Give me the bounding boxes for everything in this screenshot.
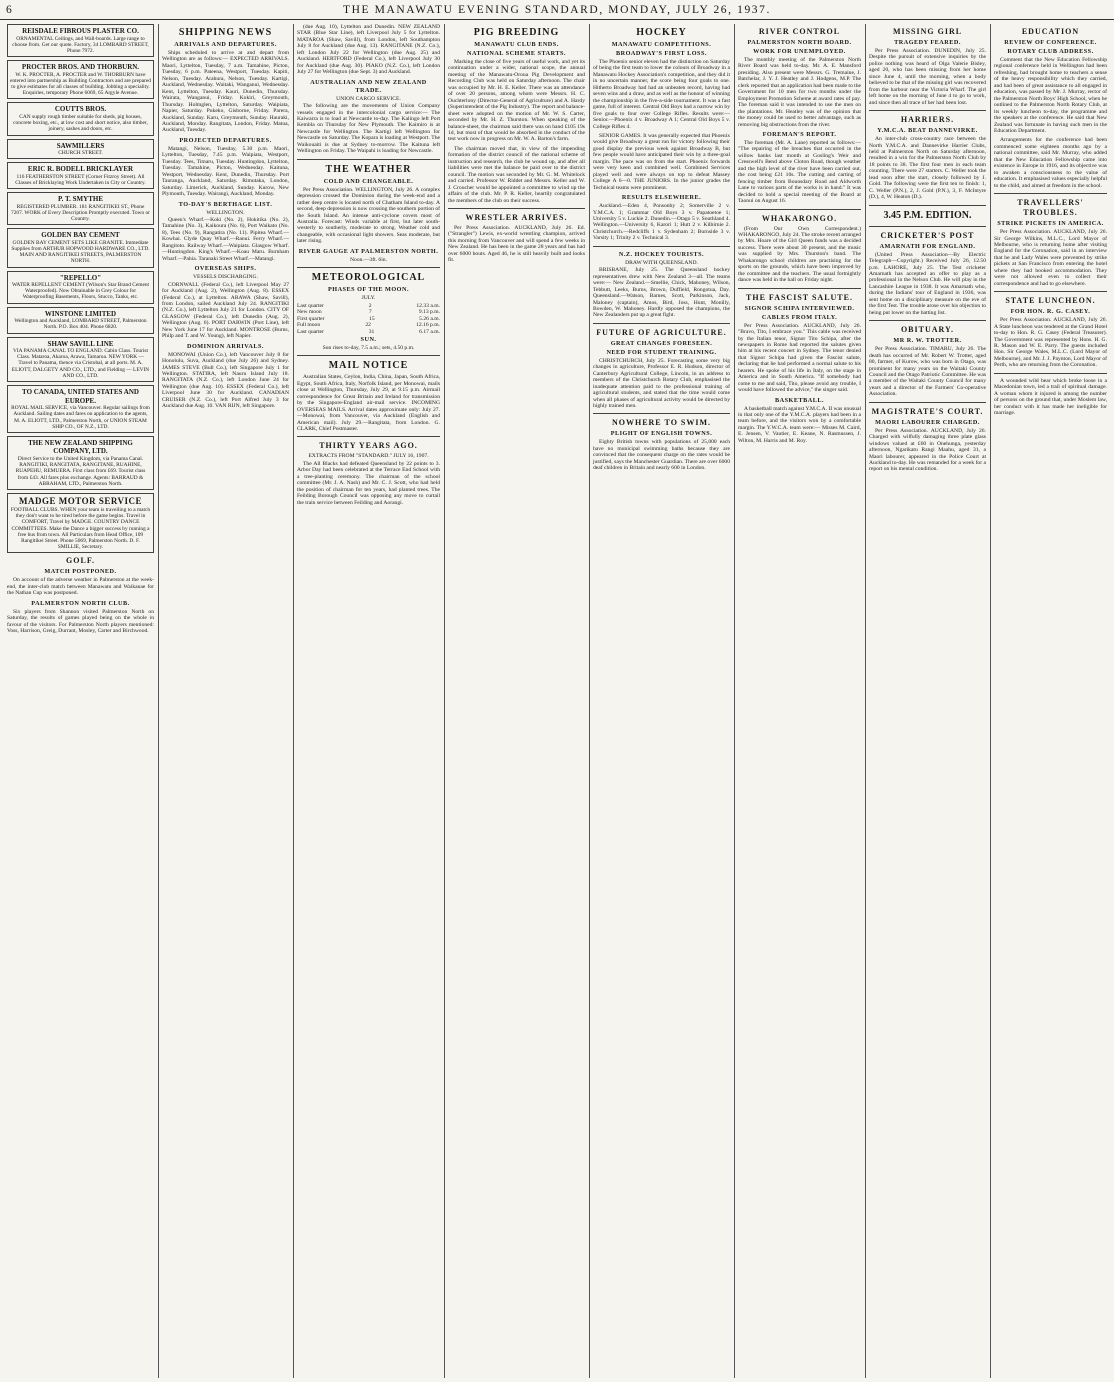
harriers-subhead: Y.M.C.A. BEAT DANNEVIRKE. bbox=[877, 127, 978, 135]
moon-date: 2 bbox=[368, 302, 372, 309]
shipping-continued: (due Aug. 10), Lyttelton and Dunedin. NEW ZEALAND STAR (Blue Star Line), left Liverpool July 5 for Lyttelton. MATAROA (Shaw, Savill), from London, left Southampton July 8 for Auckland (due Aug. 13). RANGITANE (N.Z. Co.), left London July 22 for Wellington (due Aug. 25) and Auckland. HERTFORD (Federal Co.), left Liverpool July 30 for Auckland (due Aug. 30). PIAKO (N.Z. Co.), left London July 27 for Wellington (due Sept. 3) and Auckland. bbox=[297, 24, 440, 76]
weather-subhead: COLD AND CHANGEABLE. bbox=[323, 177, 414, 185]
classified-ad-body: Direct Service to the United Kingdom, via Panama Canal. RANGITIKI, RANGITATA, RANGITANE, RUAHINE, RUAPEHU, REMUERA. First class from £69. Tourist class from £43. All fares plus exchange. Agents: BARRAUD & ABRAHAM, LTD., Palmerston North. bbox=[15, 455, 146, 487]
agriculture-subhead: GREAT CHANGES FORESEEN. bbox=[610, 339, 713, 347]
classified-ad-body: GOLDEN BAY CEMENT SETS LIKE GRANITE. Immediate Supplies from ARTHUR HOPWOOD HARDWARE CO., LTD. MAIN AND RANGITIKEI STREETS, PALMERSTON NORTH. bbox=[11, 239, 150, 265]
moon-date: 15 bbox=[369, 315, 375, 322]
classified-ad-head: COUTTS BROS. bbox=[54, 105, 107, 114]
luncheon-article: Per Press Association. AUCKLAND, July 26. A State luncheon was tendered at the Grand Hotel to-day to Hon. R. G. Casey (Federal Treasurer). The Government was represented by Hons. H. G. R. Mason and W. E. Parry. The guests included Hon. Sir George Wales, M.L.C. (Lord Mayor of Melbourne), and Mr. J. J. Paynton, Lord Mayor of Perth, who are returning from the Coronation. bbox=[994, 317, 1107, 369]
missing-headline: MISSING GIRL bbox=[892, 27, 963, 36]
weather-article: Per Press Association. WELLINGTON, July 26. A complex depression crossed the Dominion during the week-end and a rather deep centre is located north of Chatham Island to-day. A second, deep depression is now crossing the southern portion of the South Island. An intense anti-cyclone covers most of Australia. Forecast: Winds variable at first, but later south-westerly to southerly, moderate to strong. Weather cold and changeable, with occasional light showers. Seas moderate, but later rising. bbox=[297, 186, 440, 245]
travellers-article: Per Press Association. AUCKLAND, July 26. Sir George Wilkins, M.L.C., Lord Mayor of Melbourne, who is returning home after visiting England for the Coronation, said in an interview that he and Lady Wales were prevented by strike pickets at San Francisco from entering the hotel where they had booked accommodation. They were not allowed even to collect their correspondence and had to go elsewhere. bbox=[994, 229, 1107, 287]
classified-ad bbox=[7, 24, 154, 57]
golf-subhead: MATCH POSTPONED. bbox=[44, 568, 117, 576]
hockey-headline: HOCKEY bbox=[636, 27, 687, 38]
classified-ad bbox=[7, 337, 154, 383]
foreman-subhead: FOREMAN'S REPORT. bbox=[762, 130, 837, 138]
moon-subhead: PHASES OF THE MOON. bbox=[327, 286, 409, 294]
court-subhead: MAORI LABOURER CHARGED. bbox=[875, 418, 980, 426]
departures-subhead: PROJECTED DEPARTURES. bbox=[179, 136, 272, 144]
masthead bbox=[0, 4, 1114, 20]
missing-article: Per Press Association. DUNEDIN, July 25. Despite the pursuit of extensive inquiries by the police nothing was heard of Olga Valerie Bisley, aged 20, who has been missing from her home since June 4, until the morning, when a body believed to be that of the missing girl was recovered from the harbour near the Victoria Wharf. The girl left home on the morning of June 4 to go to work, and since then all trace of her had been lost. bbox=[869, 48, 986, 106]
berthage-subhead: TO-DAY'S BERTHAGE LIST. bbox=[178, 200, 273, 208]
missing-subhead: TRAGEDY FEARED. bbox=[894, 39, 961, 46]
moon-phase: Last quarter bbox=[297, 328, 324, 335]
classified-ad bbox=[7, 307, 154, 334]
classified-ad-head: ERIC R. BODELL BRICKLAYER bbox=[27, 165, 134, 174]
aust-trade-subhead: AUSTRALIAN AND NEW ZEALAND TRADE. bbox=[310, 78, 427, 94]
classified-ad-body: 116 FEATHERSTON STREET (Corner Fitzroy Street). All Classes of Bricklaying Work Undertaken in City or Country. bbox=[15, 173, 146, 186]
classified-ad bbox=[7, 228, 154, 267]
moon-time: 5.26 a.m. bbox=[419, 315, 440, 322]
moon-phase: First quarter bbox=[297, 315, 325, 322]
dominion-article: MONOWAI (Union Co.), left Vancouver July 8 for Honolulu, Suva, Auckland (due July 26) and Sydney. JAMES STEVE (Bull Co.), left Singapore July 1 for Wellington. STATIRA, left Nauru Island July 18. RANGITATA (N.Z. Co.), left London June 24 for Wellington (due Aug. 10). ESSEX (Federal Co.), left Liverpool June 30 for Auckland. CANADIAN CRUISER (N.Z. Co.), left Port Alfred July 3 for Auckland due Aug. 10. VAN RIJN, left Singapore. bbox=[162, 351, 289, 410]
moon-date: 22 bbox=[365, 322, 371, 329]
nz-hockey-subhead: N.Z. HOCKEY TOURISTS. bbox=[618, 250, 705, 258]
classified-ad-head: WINSTONE LIMITED bbox=[44, 309, 117, 318]
golf-article: On account of the adverse weather in Palmerston at the week-end, the inter-club match between Manawatu and Waikanae for the Nathan Cup was postponed. bbox=[7, 577, 154, 597]
edition-notice: 3.45 P.M. EDITION. bbox=[883, 209, 972, 221]
cricket-headline: CRICKETER'S POST bbox=[880, 230, 975, 240]
river-control-subhead: PALMERSTON NORTH BOARD. bbox=[747, 39, 852, 46]
dominion-subhead: DOMINION ARRIVALS. bbox=[187, 342, 264, 350]
education-headline: EDUCATION bbox=[1021, 27, 1080, 36]
moon-phase: Last quarter bbox=[297, 302, 324, 309]
swim-article: Eighty British towns with populations of 25,000 each have no municipal swimming baths because they are convinced that the consequent charge on the rates would be justified, says the Manchester Guardian. There are over 6000 deaf children in Britain and nearly 600 in London. bbox=[593, 439, 730, 472]
aust-trade-article: The following are the movements of Union Company vessels engaged in the intercolonial cargo service:— The Kaiwarra is to load at Newcastle to-day. The Kalingo left Port Kembla on Thursday for New Plymouth. The Kaimiro is at Newcastle for Wellington. The Kartigi left Wellington for Newcastle on Saturday. The Kopara is loading at Westport. The Waikouaiti is due at Sydney to-morrow. The Kaituna left Wellington on Friday. The Waipahi is loading for Newcastle. bbox=[297, 103, 440, 155]
mail-headline: MAIL NOTICE bbox=[328, 360, 409, 372]
results-subhead: RESULTS ELSEWHERE. bbox=[621, 194, 702, 202]
classified-ad-body: WATER REPELLENT CEMENT (Wilson's Star Brand Cement Waterproofed). Now Obtainable in Grey Colour for Waterproofing Basements, Floors, Stucco, Tanks, etc. bbox=[11, 282, 150, 301]
moon-month: JULY. bbox=[361, 295, 376, 302]
hockey-article-2: SENIOR GAMES. It was generally expected that Phoenix would give Broadway a great run for victory following their good display the previous week against Broadway B, but few people would have anticipated their win by a three-goal margin. The pace was on from the start. Phoenix forwards were very keen and combined well. Combined Services played well and were always on top to defeat Massey College A 6—0. THE JUNIORS. In the junior grades the Technical teams were prominent. bbox=[593, 132, 730, 191]
classified-ad-head: SHAW SAVILL LINE bbox=[47, 339, 114, 348]
fascist-article: Per Press Association. AUCKLAND, July 26. "Bravo, Tito, I embrace you." This cable was received by the Italian tenor, Signor Tito Schipa, after the newspapers in Rome had reported the salutes given him at his recent concert in Sydney. The tenor denied that Signor Schipa had given the Fascist salute, declaring that he had performed a normal salute to his hearers. He spoke of his life in Italy, on the stage in America and in South America. "If somebody had come to me and said, Tito, please avoid any trouble, I would have followed the advice," the singer said. bbox=[738, 322, 861, 394]
river-gauge-subhead: RIVER GAUGE AT PALMERSTON NORTH. bbox=[298, 247, 439, 255]
pig-article: Marking the close of five years of useful work, and yet its continuation under a wider, national scope, the annual meeting of the Manawatu-Oroua Pig Development and Recording Club was held on Saturday afternoon. The chair was occupied by Mr. H. E. Keller. There was an attendance of over 20 persons, among whom were Messrs. H. C. Ouchterlony (Director-General of Agriculture) and A. Hardy (Superintendent of the Pig Industry). The report and balance-sheet were adopted on the motion of Mr. W. S. Carter, seconded by Mr. H. Z. Thurston. When speaking of the balance-sheet, the chairman said there was on hand £105 19s 1d, but most of that would be absorbed in the conduct of the test work now in progress on Mr. W. A. Barton's farm. bbox=[448, 59, 585, 143]
moon-table bbox=[297, 303, 440, 335]
whakarongo-headline: WHAKARONGO. bbox=[761, 213, 838, 223]
classified-ad-body: VIA PANAMA CANAL TO ENGLAND. Cabin Class. Tourist Class. Mataroa, Akaroa, Arawa, Tamaroa. NEW YORK — Travel to Panama, thence via Cristobal, at all ports. M. A. ELIOTT, DALGETY AND CO., LTD., and Fielding — LEVIN AND CO., LTD. bbox=[11, 348, 150, 379]
moon-phase: New moon bbox=[297, 309, 322, 316]
harriers-article: An inter-club cross-country race between the North Y.M.C.A. and Dannevirke Harrier Clubs, held at Palmerston North on Saturday afternoon, resulted in a win for the Palmerston North Club by 18 points to 38. The first four men in each team counting. There were 27 starters. C. Weller took the lead soon after the start, closely followed by J. Gold. The following were the first ten to finish: 1, C. Weller (P.N.), 2, J. Gold (P.N.), 3, F. McIntyre (D.), 4, W. Heaton (D.). bbox=[869, 136, 986, 201]
moon-date: 31 bbox=[368, 328, 375, 335]
classified-ad-head: GOLDEN BAY CEMENT bbox=[41, 231, 120, 240]
weather-headline: THE WEATHER bbox=[325, 163, 412, 175]
meteorological-headline: METEOROLOGICAL bbox=[311, 272, 426, 284]
column-missing-cricket bbox=[865, 24, 989, 1378]
classified-ad-body: ROYAL MAIL SERVICE, via Vancouver. Regular sailings from Auckland. Sailing dates and fares on application to the agents, M. A. ELIOTT, LTD., Palmerston North, or UNION STEAM SHIP CO., OF N.Z., LTD. bbox=[11, 405, 150, 430]
cricket-article: (United Press Association—By Electric Telegraph—Copyright.) Received July 26, 12.50 p.m. LAHORE, July 25. The Test cricketer Amarnath has accepted an offer to play as a professional in the Nelson Club. He will play in the Lancashire League in 1938. It was Amarnath who, during the Indians' tour of England in 1936, was sent home on a disciplinary measure on the eve of the first Test. The trouble arose over his objection to being put lower on the batting list. bbox=[869, 251, 986, 316]
golf2-article: Six players from Shannon visited Palmerston North on Saturday, the results of games played being on the whole in favour of the visitors. For Palmerston North players mentioned: Voss, Harrison, Greig, Durrant, Mosley, Carter and Birchwood. bbox=[7, 608, 154, 635]
moon-date: 7 bbox=[368, 309, 372, 316]
pig-subhead: MANAWATU CLUB ENDS. bbox=[474, 41, 559, 48]
column-pig-breeding bbox=[444, 24, 588, 1378]
river-control-article: The monthly meeting of the Palmerston North River Board was held to-day. Mr. A. E. Mansford presiding. Also present were Messrs. G. Tremaine, J. Batchelar, J. Y. J. Heatley and J. Hodgens, M.P. The clerk reported that an application had been made to the Government for 10 men for two months under the Employment Promotion Scheme at award rates of pay. The foreman said it was intended to use the men on the plantations. Mr. Heatley was of the opinion that the money could be used to better advantage, such as removing big obstructions from the river. bbox=[738, 57, 861, 128]
whakarongo-article: (From Our Own Correspondent.) WHAKARONGO, July 24. The stroke recent arranged by Mrs. Hoare of the Girl Queen funds was a decided success. There were about 30 present, and the music was supplied by Mrs. Thurston's band. The Whakarongo school children are practising for the sports on the grounds, which have been improved by the committee and the teachers. The usual fortnightly dance was held in the hall on Friday night. bbox=[738, 225, 861, 284]
luncheon-headline: STATE LUNCHEON. bbox=[1005, 296, 1096, 306]
fascist-headline: THE FASCIST SALUTE. bbox=[746, 292, 853, 302]
moon-time: 9.13 p.m. bbox=[418, 309, 440, 316]
column-shipping bbox=[158, 24, 292, 1378]
thirty-years-headline: THIRTY YEARS AGO. bbox=[319, 441, 418, 451]
swim-subhead: PLIGHT OF ENGLISH TOWNS. bbox=[610, 430, 713, 438]
harriers-headline: HARRIERS. bbox=[900, 115, 955, 125]
fascist-subhead: SIGNOR SCHIPA INTERVIEWED. bbox=[744, 304, 855, 312]
classified-ad bbox=[7, 271, 154, 304]
ads-list bbox=[7, 24, 154, 490]
thirty-years-article: The All Blacks had defeated Queensland by 22 points to 3. Arbor Day had been celebrated at the Terrace End School with a tree-planting ceremony. The chairman of the school committee (Mr. J. A. Nash) and Mr. C. J. Scott, who had held the position of chairman for ten years, had planted trees. The Feilding Borough Council was opposing any move to curtail the train service between Feilding and Aorangi. bbox=[297, 460, 440, 506]
classified-ad bbox=[7, 192, 154, 225]
hockey-article: The Phoenix senior eleven had the distinction on Saturday of being the first team to lower the colours of Broadway in a Manawatu Hockey Association's competition, and they did it in no uncertain manner, the score being four goals to one. Hitherto Broadway had had an unbeaten record, having had seven wins and a draw, and as well as the honour of winning the championship in the five-a-side tournament. It was a fast game, full of interest. Central Old Boys had a narrow win by five goals to four over College Rifles. Results were:— Senior.—Phoenix 4 v. Broadway A 1; Central Old Boys 5 v. College Rifles 4. bbox=[593, 59, 730, 130]
sun-subhead: SUN. bbox=[360, 335, 377, 343]
agriculture-article: CHRISTCHURCH, July 25. Forecasting some very big changes in agriculture, Professor E. R. Hudson, director of Canterbury Agricultural College, Lincoln, in an address to members of the Christchurch Rotary Club, emphasised the inadequate attention paid to the professional training of agricultural students, and stated that the time would come when all phases of agricultural activity would be directed by highly trained men. bbox=[593, 357, 730, 410]
aust-trade-sub: UNION CARGO SERVICE. bbox=[336, 95, 401, 102]
madge-ad-head: MADGE MOTOR SERVICE bbox=[18, 495, 143, 506]
classified-ad-body: ORNAMENTAL Ceilings, and Wall-boards. Large range to choose from. Get our quote. Factory, 34 LOMBARD STREET, Phone 7972. bbox=[12, 35, 149, 54]
moon-phase: Full moon bbox=[297, 322, 321, 329]
nz-hockey-sub: DRAW WITH QUEENSLAND. bbox=[625, 259, 698, 266]
classified-ad-head: P. T. SMYTHE bbox=[58, 195, 103, 204]
arrivals-article: Ships scheduled to arrive at and depart from Wellington are as follows:— EXPECTED ARRIVALS. Maori, Lyttelton, Tuesday, 7 a.m. Tamahine, Picton, Tuesday, 6 p.m. Pateena, Westport, Tuesday. Kapiti, Nelson, Tuesday. Arahura, Nelson, Tuesday. Kartigi, Auckland, Wednesday. Waitaki, Wanganui, Wednesday. Kent, Lyttelton, Tuesday. Kauri, Dunedin, Thursday. Wairata, Wanganui, Friday. Kokiri, Greymouth, Thursday. Holmglen, Lyttelton, Saturday. Waipiata, Napier, Saturday. Pukeko, Gisborne, Friday. Parera, Auckland, Sunday. Karu, Greymouth, Sunday. Hauraki, Auckland, Monday. Rangitata, London, Friday. Matua, Auckland, Tuesday. bbox=[162, 50, 289, 134]
travellers-headline: TRAVELLERS' TROUBLES. bbox=[1017, 198, 1084, 218]
luncheon-subhead: FOR HON. R. G. CASEY. bbox=[1010, 308, 1091, 316]
education-subhead-2: ROTARY CLUB ADDRESS. bbox=[1007, 48, 1094, 55]
column-advertisements bbox=[4, 24, 157, 1378]
foreman-article: The foreman (Mr. A. Lane) reported as follows:— "The repairing of the breaches that occurred in the willow banks last month at Gosling's Weir and Cresswell's Bend above Cloton Road, though weather and the high level of the river have been carried out, the cost being £21 10s. The cutting and carting of fencing timber from Bounsdary Road and Aldworth Lane to various parts of the works is in hand." It was decided to hold a special meeting of the Board at Taonui on August 16. bbox=[738, 139, 861, 205]
court-article: Per Press Association. AUCKLAND, July 26. Charged with wilfully damaging three plate glass windows valued at £60 in Onehunga, yesterday afternoon, Ngarikatu Rangi Maahu, aged 31, a Maori labourer, appeared in the Police Court at Auckland to-day. He was remanded for a week for a report on his mental condition. bbox=[869, 427, 986, 473]
swim-headline: NOWHERE TO SWIM. bbox=[611, 418, 712, 428]
classified-ad bbox=[7, 139, 154, 160]
classified-ad-body: W. K. PROCTER, A. PROCTER and W. THORBURN have entered into partnership as Building Contractors and are prepared to give estimates for all classes of building. Jobbing a speciality. Enquiries, temporary Phone 6069, 65 Argyle Avenue. bbox=[10, 71, 152, 97]
moon-phase-row bbox=[297, 329, 440, 335]
basketball-article: A basketball match against Y.M.C.A. II was unusual in that only one of the Y.M.C.A. players had been in a team before, and the visitors won by a comfortable margin. The Y.W.C.A. team were:— Misses M. Caird, E. Jensen, V. Vautier, E. Keane, N. Rasmussen, J. Wilton, M. Harris and M. Roy. bbox=[738, 405, 861, 444]
obituary-subhead: MR R. W. TROTTER. bbox=[893, 337, 962, 345]
hockey-subhead: MANAWATU COMPETITIONS. bbox=[611, 41, 712, 48]
pig-article-2: The chairman moved that, in view of the impending formation of the district council of the national scheme of instruction and research, the club be wound up, and after all liabilities were met the balance be paid over to the district council. The motion was seconded by Mr. G. M. Whitelock and carried. Professor W. Riddet and Messrs. Keller and W. J. Croucher would be appointed a committee to wind up the affairs of the club. Mr. P. R. Keller, heartily congratulated the members of the club on their success. bbox=[448, 145, 585, 204]
classified-ad-body: Wellington and Auckland, LOMBARD STREET, Palmerston North. P.O. Box 404. Phone 6820. bbox=[14, 318, 147, 331]
classified-ad-body: REGISTERED PLUMBER. 181 RANGITIKEI ST., Phone 7207. WORK of Every Description Promptly executed. Town or Country. bbox=[11, 203, 150, 223]
sun-times: Sun rises to-day, 7.5 a.m.; sets, 4.50 p.m. bbox=[322, 344, 415, 351]
golf2-subhead: PALMERSTON NORTH CLUB. bbox=[31, 599, 130, 607]
river-gauge-reading: Noon.—3ft. 6in. bbox=[350, 256, 387, 263]
wrestler-headline: WRESTLER ARRIVES. bbox=[465, 212, 568, 222]
court-headline: MAGISTRATE'S COURT. bbox=[871, 406, 984, 416]
education-article-2: Arrangements for the conference had been commenced some eighteen months ago by a national committee, said Mr. Murray, who added that the New Education Fellowship came into existence in Europe in 1916, and its objective was to awaken a consciousness to the value of education. It emphasised values especially helpful to the child, and aimed at freedom in the school. bbox=[994, 137, 1107, 189]
pig-headline: PIG BREEDING bbox=[473, 27, 560, 38]
river-control-headline: RIVER CONTROL bbox=[758, 27, 841, 36]
thirty-years-sub: EXTRACTS FROM "STANDARD." JULY 16, 1907. bbox=[308, 453, 429, 460]
madge-ad-body: FOOTBALL CLUBS. WHEN your team is travelling to a match they don't want to be tired before the game begins. Travel in COMFORT, Travel by MADGE. COUNTRY DANCE COMMITTEES. Make the Dance a bigger success by running a free bus from town. All Particulars from Head Office, 109 Rangitikei Street. Phone 5069, Palmerston North. D. F. SMILLIE, Secretary. bbox=[10, 506, 151, 551]
madge-ad bbox=[7, 493, 154, 553]
classified-ad-head: PROCTER BROS. AND THORBURN. bbox=[21, 63, 140, 72]
moon-time: 12.33 a.m. bbox=[416, 302, 440, 309]
classified-ad-body: CAN supply rough timber suitable for sheds, pig houses, concrete boxing, etc., at low cost and short notice, also timber, joinery, sashes and doors, etc. bbox=[13, 113, 148, 133]
classified-ad-head: TO CANADA, UNITED STATES AND EUROPE. bbox=[22, 388, 139, 405]
agriculture-headline: FUTURE OF AGRICULTURE. bbox=[596, 327, 727, 337]
classified-ad bbox=[7, 436, 154, 490]
pig-subhead-2: NATIONAL SCHEME STARTS. bbox=[467, 50, 566, 57]
classified-ad-body: CHURCH STREET. bbox=[58, 150, 103, 157]
river-control-subhead-2: WORK FOR UNEMPLOYED. bbox=[753, 48, 846, 55]
education-article: Comment that the New Education Fellowship regional conference held in Wellington had been refreshing, had brought home to teachers a sense of the heavy responsibility which they carried, and had been of great assistance to all engaged in education, was passed by Mr. J. Murray, rector of the Palmerston North Boys' High School, when he outlined to the Palmerston North Rotary Club, at its weekly luncheon to-day, the programme and the speakers at the conference. He said that New Zealand was fortunate in having such men in the Education Department. bbox=[994, 57, 1107, 134]
nz-hockey-article: BRISBANE, July 25. The Queensland hockey representatives drew with New Zealand 3—all. The teams were:— New Zealand.—Smellie, Chick, Mahoney, Wilson, Tebbutt, Leeks, Burns, Brown, Duffield, Rongotua, Day. Queensland.—Watson, Barnes, Scott, Parkinson, Jack, Maloney (captain), Amos, Bird, Joss, Hunt, Monilly, Bowden, W. Mahoney. Hardly opposed the champions, the New Zealanders put up a great fight. bbox=[593, 267, 730, 319]
obituary-article: Per Press Association. TIMARU, July 26. The death has occurred of Mr. Robert W. Trotter, aged 80, farmer, of Kurow, who was born in Otago, was prominent for many years on the Waitaki County Council and the Otago Patriotic Committee. He was a member of the Waitaki County Council for many years and a director of the Farmers' Co-operative Association. bbox=[869, 346, 986, 398]
classified-ad-head: THE NEW ZEALAND SHIPPING COMPANY, LTD. bbox=[28, 438, 133, 456]
moon-time: 6.17 a.m. bbox=[419, 328, 440, 335]
shipping-headline: SHIPPING NEWS bbox=[178, 27, 273, 38]
column-hockey bbox=[589, 24, 733, 1378]
agriculture-subhead-2: NEED FOR STUDENT TRAINING. bbox=[606, 348, 717, 356]
wrestler-article: Per Press Association. AUCKLAND, July 26. Ed. ("Strangler") Lewis, ex-world wrestling champion, arrived this morning from Vancouver and will spend a few weeks in New Zealand. He has been in the game 28 years and has had over 6000 bouts. Aged 46, he is still heavily built and looks fit. bbox=[448, 224, 585, 264]
column-education bbox=[990, 24, 1110, 1378]
obituary-headline: OBITUARY. bbox=[900, 325, 955, 335]
moon-time: 12.16 p.m. bbox=[416, 322, 440, 329]
berthage-place: WELLINGTON. bbox=[206, 209, 245, 216]
classified-ad-head: SAWMILLERS bbox=[56, 141, 105, 150]
classified-ad bbox=[7, 385, 154, 433]
departures-article: Matangi, Nelson, Tuesday, 5.30 p.m. Maori, Lyttelton, Tuesday, 7.45 p.m. Waipiata, Westport, Tuesday. Tees, Timaru, Tuesday. Huntingdon, Lyttelton, Tuesday. Tamahine, Picton, Wednesday. Kaituna, Westport, Wednesday. Kent, Dunedin, Thursday. Port Tauranga, Auckland, Saturday. Rimutaka, London, Saturday. Limerick, Auckland, Sunday. Kurow, New Plymouth, Tuesday. Wairangi, Auckland, Monday. bbox=[162, 145, 289, 198]
overseas-article: CORNWALL (Federal Co.), left Liverpool May 27 for Auckland (Aug. 2), Wellington (Aug. 8). ESSEX (Federal Co.), at Lyttelton. ARAWA (Shaw, Savill), from London, sailed Auckland July 24. RANGITIKI (N.Z. Co.), left Lyttelton July 21 for London. CITY OF GLASGOW (Federal Co.), left Dunedin (Aug. 2), Wellington (Aug. 6). PORT DARWIN (Port Line), left New York June 17 for Auckland. MONTROSE (Burns, Philp and T. and W. Young), left Napier. bbox=[162, 281, 289, 340]
berthage-article: Queen's Wharf.—Koki (No. 2), Hokitika (No. 2), Tamahine (No. 3), Kaikoura (No. 6), Port Waikato (No. 8), Tees (No. 9), Rangatira (No. 11). Pipitea Wharf.—Kowhai. Clyde Quay Wharf.—Ranui. Ferry Wharf.—Rangitoto. Railway Wharf.—Waipiata. Glasgow Wharf.—Huntingdon. King's Wharf.—Koau Maru. Burnham Wharf.—Pahia. Taranaki Street Wharf.—Matangi. bbox=[162, 216, 289, 262]
travellers-subhead: STRIKE PICKETS IN AMERICA. bbox=[997, 220, 1104, 228]
overseas-sub: VESSELS DISCHARGING. bbox=[193, 274, 258, 281]
page-number: 6 bbox=[6, 4, 12, 16]
basketball-subhead: BASKETBALL. bbox=[775, 396, 824, 404]
masthead-title: THE MANAWATU EVENING STANDARD, MONDAY, JULY 26, 1937. bbox=[343, 4, 771, 16]
overseas-subhead: OVERSEAS SHIPS. bbox=[194, 265, 257, 273]
arrivals-subhead: ARRIVALS AND DEPARTURES. bbox=[174, 41, 277, 48]
hockey-subhead-2: BROADWAY'S FIRST LOSS. bbox=[616, 50, 707, 57]
classified-ad bbox=[7, 162, 154, 189]
education-subhead: REVIEW OF CONFERENCE. bbox=[1004, 39, 1097, 46]
column-river-control bbox=[734, 24, 864, 1378]
fascist-subhead-2: CABLES FROM ITALY. bbox=[761, 313, 838, 321]
column-pig-weather bbox=[293, 24, 443, 1378]
classified-ad-head: REISDALE FIBROUS PLASTER CO. bbox=[22, 27, 139, 35]
cricket-subhead: AMARNATH FOR ENGLAND. bbox=[879, 242, 976, 250]
results-article: Auckland.—Eden 4, Ponsonby 2; Somerville 2 v. Y.M.C.A. 1; Grammar Old Boys 3 v. Papatoetoe 1; University 5 v. Luckie 2. Dunedin.—Otago 5 v. Southland 4. Wellington.—University 6, Karori 1; Hutt 2 v. Kilbirnie 2. Christchurch.—Redcliffs 1 v. Sydenham 2; Burnside 3 v. Varsity 1; Trinity 2 v. Technical 3. bbox=[593, 203, 730, 242]
mail-article: Australian States, Ceylon, India, China, Japan, South Africa, Egypt, South Africa, Italy, Norfolk Island, per Monowai, mails close at Wellington, Thursday, July 29, at 9.15 p.m. Airmail correspondence for Great Britain and Ireland for transmission by the Singapore-England air-mail service. INCOMING OVERSEAS MAILS. Arrival dates approximate only: July 27.—Monowai, from Vancouver, via Auckland (English and American mail). July 29.—Rangitata, from London. G. CLARK, Chief Postmaster. bbox=[297, 374, 440, 433]
classified-ad-head: "REPELLO" bbox=[59, 273, 102, 282]
bear-article: A wounded wild bear which broke loose in a Macedonian town, led a trail of spiritual damage. A woman whom it injured is among the number of persons on the ground that, under Moslem law, her conduct with it has made her ineligible for marriage. bbox=[994, 377, 1107, 417]
classified-ad bbox=[7, 102, 154, 135]
classified-ad bbox=[7, 60, 154, 99]
golf-headline: GOLF. bbox=[66, 556, 95, 566]
